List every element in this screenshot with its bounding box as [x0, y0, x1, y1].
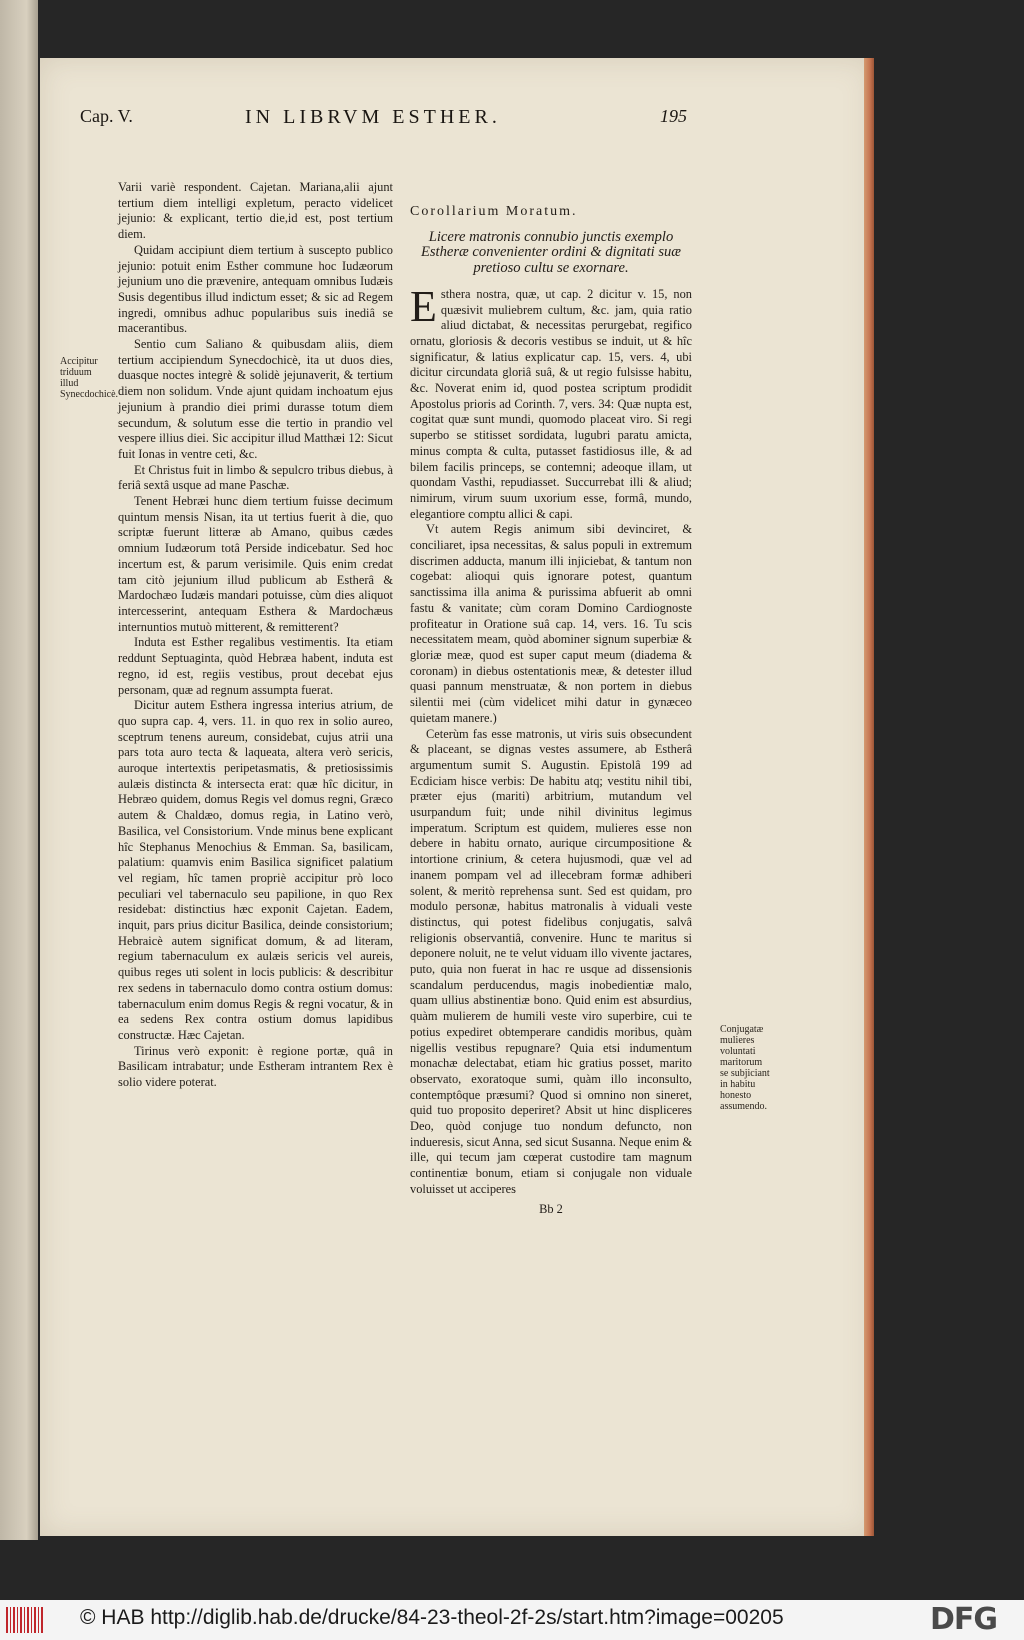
corollary-heading: Corollarium Moratum.: [410, 204, 578, 219]
signature-mark: Bb 2: [539, 1201, 563, 1216]
paragraph: Esthera nostra, quæ, ut cap. 2 dicitur v. 15, non quæsivit muliebrem cultum, &c. jam, quia ratio aliud dictabat, & necessitas perurgebat, regifico ornatu, gloriosis & decoris vestibus se induit, ut & hîc significatur, & latius explicatur cap. 15, vers. 4, ubi dicitur circundata gloriâ suâ, & ut regio fulsisse habitu, &c. Noverat enim id, quod postea scriptum prodidit Apostolus prioris ad Corinth. 7, vers. 34: Quæ nupta est, cogitat quæ sunt mundi, quomodo placeat viro. Si regi superbo se stitisset sordidata, lugubri paratu amicta, minus compta & culta, putasset fastidiosus ille, & ad bilem facilis princeps, se contemni; adeoque illam, ut quondam Vasthi, repudiasset. Succurrebat illi & aliud; nimirum, virum suum uxorium esse, formâ, mundo, elegantiore comptu allici & capi.: [410, 281, 692, 521]
paragraph: Tirinus verò exponit: è regione portæ, quâ in Basilicam intrabatur; unde Estheram intrantem Rex è solio videre poterat.: [118, 1043, 393, 1090]
barcode-icon: [6, 1607, 44, 1633]
left-column: [118, 180, 393, 1091]
paragraph: Quidam accipiunt diem tertium à suscepto publico jejunio: potuit enim Esther commune hoc Iudæorum jejunium uno die prævenire, antequam omnibus Iudæis Susis degentibus illud indictum esset; & sic ad Regem ingredi, omnibus adhuc popularibus suis inediâ se macerantibus.: [118, 242, 393, 336]
page-edge-red: [864, 58, 874, 1536]
right-column: [410, 196, 692, 1217]
paragraph: Et Christus fuit in limbo & sepulcro tribus diebus, à feriâ sextâ usque ad mane Paschæ.: [118, 462, 393, 493]
page-number: 195: [660, 106, 687, 126]
paragraph: Tenent Hebræi hunc diem tertium fuisse decimum quintum mensis Nisan, ita ut tertius fuerit à die, quo scriptæ fuerunt litteræ ab Amano, quibus cædes omnium Iudæorum totâ Perside indicebatur. Sed hoc incertum est, & parum verisimile. Quis enim credat tam citò jejunium illud publicum ab Estherâ & Mardochæo Iudæis mandari potuisse, cùm dies aliquot intercesserint, antequam Esthera & Mardochæus internuntios mutuò mitterent, & remitterent?: [118, 494, 393, 634]
paragraph: Varii variè respondent. Cajetan. Mariana,alii ajunt tertium diem intelligi expletum, peracto videlicet jejunio: & explicant, tertio die,id est, post tertium diem.: [118, 180, 393, 242]
running-title: IN LIBRVM ESTHER.: [245, 106, 501, 128]
drop-capital: E: [410, 281, 437, 331]
dfg-logo: DFG: [930, 1602, 998, 1637]
footer-bar: [0, 1600, 1024, 1640]
footer-link[interactable]: © HAB http://diglib.hab.de/drucke/84-23-theol-2f-2s/start.htm?image=00205: [80, 1606, 784, 1629]
paragraph: Ceterùm fas esse matronis, ut viris suis obsecundent & placeant, se dignas vestes assumere, ab Estherâ argumentum sumit S. Augustin. Epistolâ 199 ad Ecdiciam hisce verbis: De habitu atq; vestitu nihil tibi, præter ejus (mariti) arbitrium, mutandum vel usurpandum fuit; unde nihil divinitus legimus imperatum. Scriptum est quidem, mulieres esse non debere in habitu ornato, aurique circumpositione & intortione crinium, & cetera hujusmodi, quæ vel ad inanem pompam vel ad illecebram formæ adhiberi solent, & meritò reprehensa sunt. Sed est quidam, pro modulo personæ, habitus matronalis à viduali veste distinctus, qui potest fidelibus conjugatis, salvâ religionis observantiâ, convenire. Hunc te maritus si deponere noluit, ne te velut viduam illo vivente jactares, puto, quia non fuerat in hac re usque ad dissensionis scandalum perducendus, magis inobedientiæ malo, quam ullius abstinentiæ bono. Quid enim est absurdius, quàm mulierem de humili veste viro superbire, cui te potius expediret obtemperare candidis moribus, quàm nigellis vestibus repugnare? Quia etsi indumentum monachæ delectabat, etiam hic gratius posset, marito observato, exoratoque sumi, quàm illo inconsulto, contemptôque præsumi? Quod si omnino non sineret, quid tuo proposito deperiret? Absit ut hinc displiceres Deo, quòd conjuge tuo nondum defuncto, non indueresis, sicut Anna, sed sicut Susanna. Neque enim & ille, qui tecum jam cœperat custodire tam magnum continentiæ bonum, etiam si conjugale non viduale voluisset ut acciperes: [410, 726, 692, 1196]
paragraph: Dicitur autem Esthera ingressa interius atrium, de quo supra cap. 4, vers. 11. in quo rex in solio aureo, sceptrum tenens aureum, considebat, cujus atrii una pars tota auro tecta & laqueata, altera verò sericis, auroque intertextis peripetasmatis, & pretiosissimis aulæis distincta & intersecta erat: quæ hîc dicitur, in Hebræo quidem, domus Regis vel domus regni, Græco autem & Chaldæo, domus regia, in Latino verò, Basilica, vel Consistorium. Vnde minus bene explicant hîc Stephanus Menochius & Emman. Sa, basilicam, palatium: quamvis enim Basilica significet palatium vel regiam, hîc tamen propriè accipitur prò loco peculiari vel tabernaculo seu papilione, in quo Rex residebat: distinctius hæc exponit Cajetan. Eadem, inquit, pars prius dicitur Basilica, deinde consistorium; Hebraicè autem significat domum, & ad literam, regium tabernaculum ex aulæis sericis vel aureis, quibus reges uti solent in locis publicis: & describitur rex sedens in tabernaculo domo contra ostium domus: tabernaculum enim domus Regis & regni vocatur, & in ea sedens Rex contra ostium domus lapidibus constructæ. Hæc Cajetan.: [118, 698, 393, 1042]
facing-page-edge: [0, 0, 38, 1540]
paragraph: Sentio cum Saliano & quibusdam aliis, diem tertium accipiendum Synecdochicè, ita ut duos dies, duasque noctes integrè & solidè jejunaverit, & tertium diem non solidum. Vnde ajunt quidam inchoatum ejus jejunium à prandio diei primi durasse totum diem secundum, & solutum esse die tertio in prandio vel vespere illius diei. Sic accipitur illud Matthæi 12: Sicut fuit Ionas in ventre ceti, &c.: [118, 337, 393, 461]
paragraph: Vt autem Regis animum sibi devinciret, & conciliaret, ipsa necessitas, & salus populi in extremum discrimen adducta, manum illi injiciebat, & tantum non cogebat: alioqui quis ignorare potest, quantum sanctissima illa anima & purissima abfuerit ab omni fastu & vanitate; cùm coram Domino Cardiognoste profiteatur in Oratione suâ cap. 14, vers. 16. Tu scis necessitatem meam, quòd abominer signum superbiæ & gloriæ meæ, quod est super caput meum (diadema & coronam) in diebus ostentationis meæ, & detester illud quasi pannum menstruatæ, & non portem in diebus silentii mei (cùm videlicet mihi datur in gynæceo quietam manere.): [410, 522, 692, 725]
margin-note-left: Accipitur triduum illud Synecdochicè.: [60, 356, 119, 400]
corollary-subheading: Licere matronis connubio junctis exemplo Estheræ convenienter ordini & dignitati suæ pretioso cultu se exornare.: [420, 228, 682, 277]
margin-note-right: Conjugatæ mulieres voluntati maritorum se subjiciant in habitu honesto assumendo.: [720, 1024, 770, 1112]
paragraph: Induta est Esther regalibus vestimentis. Ita etiam reddunt Septuaginta, quòd Hebræa habent, induta est regno, id est, regiis vestibus, prout decebat ejus personam, quæ ad regnum assumpta fuerat.: [118, 635, 393, 697]
chapter-label: Cap. V.: [80, 106, 133, 126]
